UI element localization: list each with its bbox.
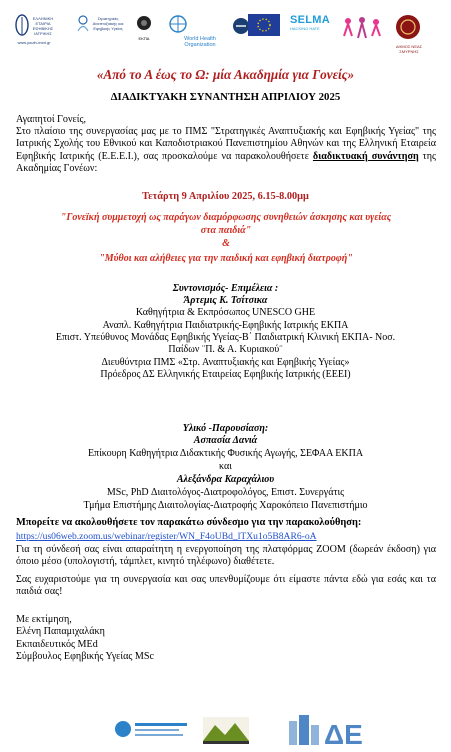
- eu-flag-icon: [248, 14, 280, 36]
- footer-logo-strip: [0, 711, 451, 747]
- ekpa-emblem-icon: [130, 14, 158, 36]
- who-globe-icon: [168, 14, 188, 34]
- topic-1: "Γονεϊκή συμμετοχή ως παράγων διαμόρφωσης συνηθειών άσκησης και υγείας στα παιδιά": [60, 212, 392, 236]
- presentation-header: Υλικό -Παρουσίαση:: [182, 423, 269, 434]
- presenter-2-name: Αλεξάνδρα Καραχάλιου: [176, 474, 275, 485]
- zoom-note: Για τη σύνδεσή σας είναι απαραίτητη η ενεργοποίηση της πλατφόρμας ZOOM (δωρεάν έκδοση) για όποιο μέσο (υπολογιστή, τάμπλετ, κινητό τηλέφωνο) διαθέτετε.: [16, 544, 436, 568]
- eu-flag-logo: [248, 14, 282, 41]
- topic-ampersand: &: [222, 238, 230, 249]
- de-logo-icon: [324, 719, 363, 747]
- pms-logo: Στρατηγικές Αναπτυξιακής και Εφηβικής Υγείας: [76, 14, 122, 37]
- coordination-header: Συντονισμός- Επιμέλεια :: [172, 283, 279, 294]
- zoom-registration-link[interactable]: https://us06web.zoom.us/webinar/register/WN_F4oUBd_lTXu1o5B8AR6-oA: [16, 531, 317, 542]
- coordinator-line: Διευθύντρια ΠΜΣ «Στρ. Αναπτυξιακής και Εφηβικής Υγείας»: [101, 357, 350, 368]
- presenter-2-title: MSc, PhD Διαιτολόγος-Διατροφολόγος, Επιστ. Συνεργάτις: [106, 487, 345, 498]
- signer-name: Ελένη Παπαμιχαλάκη: [16, 626, 105, 638]
- footer-logos: [0, 711, 451, 747]
- topic-2: "Μύθοι και αλήθειες για την παιδική και εφηβική διατροφή": [99, 253, 353, 264]
- people-figures-icon: [340, 14, 384, 42]
- coordinator-line: Παίδων ¨Π. & Α. Κυριακού¨: [168, 344, 283, 355]
- ekpa-logo: ΕΚΠΑ: [130, 14, 158, 41]
- coordinator-line: Πρόεδρος ΔΣ Ελληνικής Εταιρείας Εφηβικής Ιατρικής (ΕΕΕΙ): [100, 369, 351, 380]
- elepei-logo: ΕΛΛΗΝΙΚΗ ΕΤΑΙΡΙΑ ΕΦΗΒΙΚΗΣ ΙΑΤΡΙΚΗΣ www.youth-med.gr: [10, 14, 58, 41]
- nea-smyrni-seal-icon: [394, 14, 422, 40]
- cta-heading: Μπορείτε να ακολουθήσετε τον παρακάτω σύνδεσμο για την παρακολούθηση:: [16, 517, 362, 528]
- greeting: Αγαπητοί Γονείς,: [16, 114, 86, 125]
- who-logo: World Health Organization: [168, 14, 232, 39]
- coordinator-name: Άρτεμις Κ. Τσίτσικα: [183, 295, 268, 306]
- online-meeting-emphasis: διαδικτυακή συνάντηση: [312, 150, 419, 162]
- intro-paragraph: Στο πλαίσιο της συνεργασίας μας με το ΠΜΣ "Στρατηγικές Αναπτυξιακής και Εφηβικής Υγείας" της Ιατρικής Σχολής του Εθνικού και Καποδιστριακού Πανεπιστημίου Αθηνών και της Ελληνική Εταιρεία Εφηβικής Ιατρικής (Ε.Ε.Ε.Ι.), σας προσκαλούμε να παρακολουθήσετε διαδικτυακή συνάντηση της Ακαδημίας Γονέων:: [16, 126, 436, 174]
- presenter-1-name: Ασπασία Δανιά: [193, 435, 258, 446]
- ministry-logo-icon: [115, 721, 187, 737]
- signature-block: [16, 614, 154, 663]
- presenter-1-title: Επίκουρη Καθηγήτρια Διδακτικής Φυσικής Αγωγής, ΣΕΦΑΑ ΕΚΠΑ: [87, 448, 364, 459]
- coordinator-line: Αναπλ. Καθηγήτρια Παιδιατρικής-Εφηβικής Ιατρικής ΕΚΠΑ: [102, 320, 349, 331]
- presenters-and: και: [219, 461, 232, 472]
- event-subtitle: ΔΙΑΔΙΚΤΥΑΚΗ ΣΥΝΑΝΤΗΣΗ ΑΠΡΙΛΙΟΥ 2025: [110, 91, 341, 103]
- presenter-2-title: Τμήμα Επιστήμης Διαιτολογίας-Διατροφής Χαροκόπειο Πανεπιστήμιο: [83, 500, 368, 511]
- pms-emblem-icon: [76, 14, 90, 32]
- partner-logos: [10, 14, 444, 60]
- event-title: «Από το Α έως το Ω: μία Ακαδημία για Γονείς»: [96, 67, 355, 82]
- pink-figures-logo: [340, 14, 384, 47]
- coordinator-line: Καθηγήτρια & Εκπρόσωπος UNESCO GHE: [135, 307, 316, 318]
- signer-title: Εκπαιδευτικός MEd: [16, 638, 98, 650]
- closing-line: Με εκτίμηση,: [16, 614, 72, 625]
- building-logo-icon: [289, 715, 319, 745]
- nea-smyrni-logo: ΔΗΜΟΣ ΝΕΑΣ ΣΜΥΡΝΗΣ: [394, 14, 424, 45]
- thanks-paragraph: Σας ευχαριστούμε για τη συνεργασία και σας υπενθυμίζουμε ότι είμαστε πάντα εδώ για εσάς και τα παιδιά σας!: [16, 574, 436, 598]
- coordinator-line: Επιστ. Υπεύθυνος Μονάδας Εφηβικής Υγείας-Β΄ Παιδιατρική Κλινική ΕΚΠΑ- Νοσ.: [55, 332, 396, 343]
- landscape-logo-icon: [203, 717, 249, 744]
- selma-logo: SELMA HACKING HATE: [290, 14, 330, 31]
- svg-text:ΔΕ: ΔΕ: [324, 719, 363, 747]
- signer-title: Σύμβουλος Εφηβικής Υγείας MSc: [16, 650, 154, 662]
- event-date: Τετάρτη 9 Απριλίου 2025, 6.15-8.00μμ: [142, 191, 309, 202]
